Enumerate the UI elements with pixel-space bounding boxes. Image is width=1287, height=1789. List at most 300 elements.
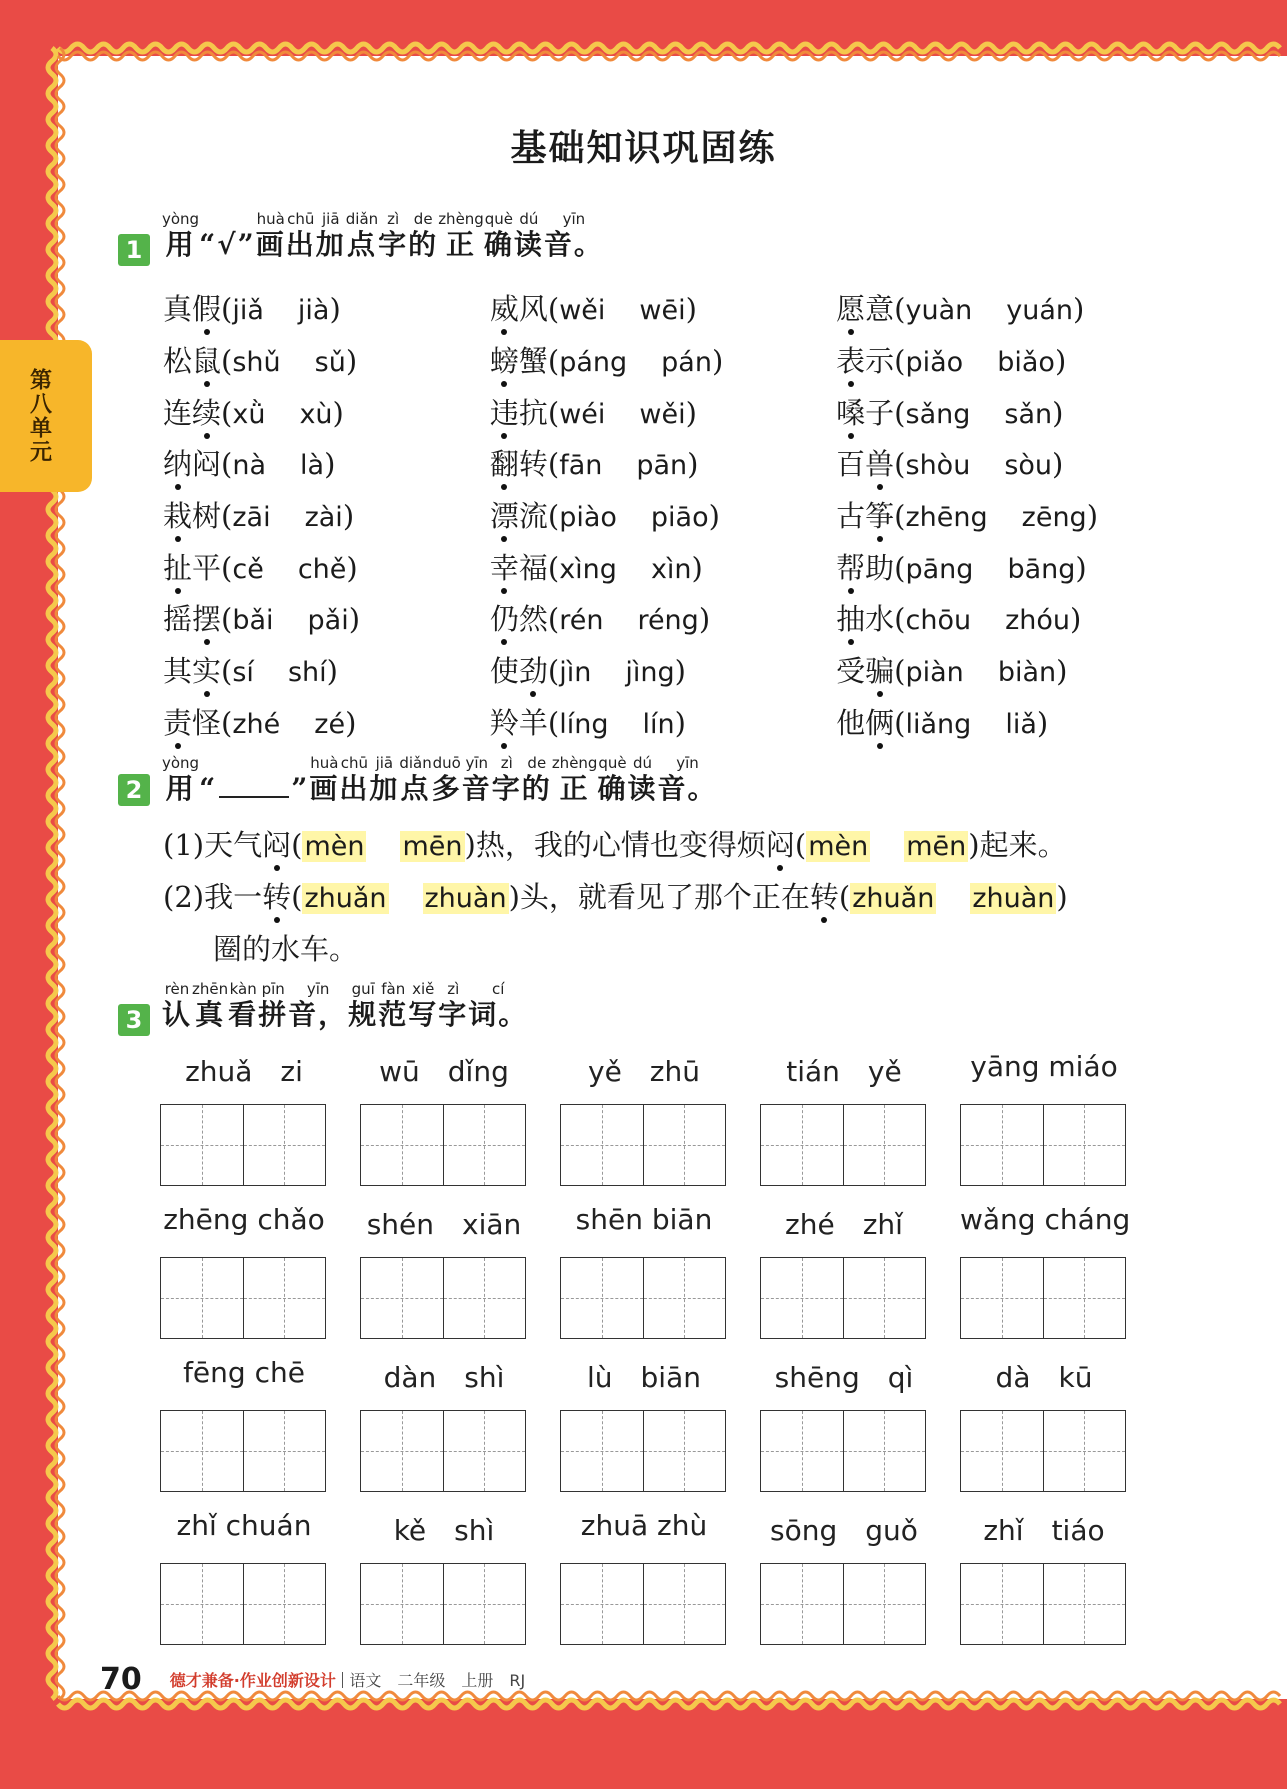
pinyin-option-a[interactable]: zhēng [905, 502, 988, 534]
section-1-instruction-pinyin-9: què [484, 210, 513, 228]
tianzige-cell[interactable] [643, 1564, 726, 1644]
section-3-number: 3 [118, 1004, 150, 1036]
section-3-instruction-char-1 [192, 980, 228, 1032]
section-1-instruction-char-11 [544, 210, 604, 262]
word-character: 转 [518, 447, 548, 482]
dotted-character: 幸 [490, 546, 519, 587]
section-3-instruction-pinyin-5: guī [351, 980, 375, 998]
sentence-1-dotted-char-1: 闷 [262, 823, 291, 864]
writing-item [160, 1509, 360, 1662]
word-character: 他 [836, 705, 866, 740]
pinyin-option-b[interactable]: biǎo [997, 347, 1055, 379]
section-1-instruction-char-2 [256, 210, 286, 262]
section-2-instruction-pinyin-14: dú [632, 754, 652, 772]
section-2-instruction-pinyin-13: què [598, 754, 627, 772]
word-row [163, 489, 1163, 541]
pinyin-prompt: dàn shì [383, 1361, 505, 1394]
pinyin-option-b[interactable]: xìn [650, 553, 692, 585]
pinyin-option-b[interactable]: sǔ [314, 347, 346, 379]
word-row [163, 592, 1163, 644]
word-character: 古 [836, 499, 866, 534]
tianzige-cell[interactable] [243, 1564, 326, 1644]
page-title: 基础知识巩固练 [510, 128, 777, 169]
tianzige-writing-box[interactable] [360, 1563, 526, 1645]
pinyin-prompt: fēng chē [183, 1356, 305, 1389]
section-2-instruction-hanzi-12: 正 [559, 772, 590, 805]
word-character: 子 [865, 395, 895, 430]
pinyin-option-b[interactable]: zēng [1021, 502, 1087, 534]
section-2-instruction-hanzi-9: 音 [461, 772, 492, 805]
pinyin-option-b[interactable]: chě [297, 553, 347, 585]
tianzige-cell[interactable] [161, 1411, 243, 1491]
pinyin-prompt: zhǐ chuán [176, 1509, 312, 1542]
word-choice-item: 受骗(piàn biàn) [836, 649, 1163, 690]
pinyin-option-a[interactable]: wěi [559, 295, 606, 327]
section-2-instruction-hanzi-7: 点 [400, 772, 431, 805]
dotted-character: 续 [192, 391, 221, 432]
tianzige-cell[interactable] [1043, 1411, 1126, 1491]
sentence-1: (1)天气闷(mèn mēn)热，我的心情也变得烦闷(mèn mēn)起来。 [163, 823, 1067, 864]
tianzige-cell[interactable] [443, 1105, 526, 1185]
section-3-instruction-char-7 [408, 980, 438, 1032]
section-3-instruction-hanzi-7: 写 [408, 998, 439, 1031]
section-2-instruction-char-13 [597, 754, 627, 806]
tianzige-cell[interactable] [361, 1105, 443, 1185]
tianzige-cell[interactable] [561, 1564, 643, 1644]
pinyin-prompt: zhuǎ zi [185, 1055, 303, 1088]
dotted-character: 表 [836, 339, 865, 380]
section-2-instruction-char-4 [309, 754, 339, 806]
pinyin-option-b[interactable]: pān [636, 450, 688, 482]
tianzige-cell[interactable] [1043, 1105, 1126, 1185]
section-2-instruction-pinyin-9: yīn [465, 754, 489, 772]
pinyin-option-b[interactable]: liǎ [1005, 708, 1037, 740]
section-2-instruction-hanzi-6: 加 [369, 772, 400, 805]
tianzige-cell[interactable] [161, 1564, 243, 1644]
section-2-instruction-hanzi-10: 字 [491, 772, 522, 805]
section-1-instruction-pinyin-7: de [413, 210, 433, 228]
section-1-instruction-char-7 [408, 210, 438, 262]
pinyin-option-a[interactable]: shòu [905, 450, 971, 482]
section-1-instruction-hanzi-2: 画 [255, 228, 286, 261]
word-row [163, 437, 1163, 489]
section-3-instruction-hanzi-8: 字 [438, 998, 469, 1031]
section-3-instruction-hanzi-3: 拼 [258, 998, 289, 1031]
word-choice-item: 帮助(pāng bāng) [836, 546, 1163, 587]
tianzige-writing-box[interactable] [360, 1410, 526, 1492]
tianzige-cell[interactable] [161, 1258, 243, 1338]
pinyin-option-b[interactable]: sǎn [1004, 398, 1053, 430]
pinyin-option-a[interactable]: shǔ [232, 347, 281, 379]
tianzige-writing-box[interactable] [960, 1563, 1126, 1645]
tianzige-cell[interactable] [1043, 1258, 1126, 1338]
tianzige-cell[interactable] [361, 1258, 443, 1338]
section-3-instruction-hanzi-4: 音， [288, 998, 349, 1031]
word-choice-item: 表示(piǎo biǎo) [836, 339, 1163, 380]
section-3-instruction-hanzi-0: 认 [162, 998, 193, 1031]
sentence-2-part-a: (2)我一 [163, 880, 263, 914]
tianzige-cell[interactable] [961, 1105, 1043, 1185]
tianzige-cell[interactable] [443, 1564, 526, 1644]
word-character: 百 [836, 447, 866, 482]
tianzige-cell[interactable] [361, 1564, 443, 1644]
section-1-instruction-hanzi-4: 加 [315, 228, 346, 261]
tianzige-writing-box[interactable] [360, 1104, 526, 1186]
section-2-instruction-hanzi-3: ” [291, 772, 310, 805]
section-2-instruction-pinyin-10: zì [500, 754, 513, 772]
section-1-instruction-hanzi-6: 字 [378, 228, 409, 261]
tianzige-cell[interactable] [561, 1105, 643, 1185]
word-character: 羊 [518, 705, 548, 740]
section-2-instruction-hanzi-5: 出 [339, 772, 370, 805]
tianzige-writing-box[interactable] [960, 1410, 1126, 1492]
sentence-1-option-4[interactable]: mēn [906, 831, 967, 862]
tianzige-cell[interactable] [643, 1105, 726, 1185]
writing-row [160, 1509, 1160, 1662]
pinyin-option-a[interactable]: wéi [559, 398, 606, 430]
section-3-instruction-pinyin-1: zhēn [192, 980, 229, 998]
writing-item [560, 1509, 760, 1662]
section-3-instruction-pinyin-0: rèn [164, 980, 190, 998]
pinyin-option-a[interactable]: sǎng [905, 398, 971, 430]
pinyin-option-b[interactable]: yuán [1006, 295, 1073, 327]
tianzige-writing-box[interactable] [560, 1410, 726, 1492]
pinyin-option-a[interactable]: liǎng [905, 708, 972, 740]
pinyin-option-b[interactable]: pán [661, 347, 712, 379]
pinyin-option-a[interactable]: rén [559, 605, 604, 637]
sentence-1-part-b: 热，我的心情也变得烦 [475, 828, 766, 862]
tianzige-cell[interactable] [1043, 1564, 1126, 1644]
pinyin-option-a[interactable]: jìn [559, 657, 592, 689]
word-choice-item: 他俩(liǎng liǎ) [836, 701, 1163, 742]
tianzige-cell[interactable] [561, 1258, 643, 1338]
pinyin-option-a[interactable]: xìng [559, 553, 617, 585]
section-3-instruction-char-9 [468, 980, 528, 1032]
section-3-instruction-hanzi-9: 词。 [468, 998, 529, 1031]
section-2-instruction-char-12 [552, 754, 598, 806]
section-2-instruction-char-7 [399, 754, 431, 806]
section-3-instruction-char-6 [378, 980, 408, 1032]
tianzige-cell[interactable] [761, 1258, 843, 1338]
word-choice-item: 连续(xǜ xù) [163, 391, 490, 432]
word-character: 其 [163, 654, 193, 689]
section-2-instruction-char-9 [462, 754, 492, 806]
section-3-instruction-char-0 [162, 980, 192, 1032]
tianzige-cell[interactable] [643, 1411, 726, 1491]
section-1-instruction-char-1 [199, 210, 256, 262]
section-3-instruction [162, 980, 528, 1032]
sentence-1-part-a: (1)天气 [163, 828, 263, 862]
section-2-instruction-char-3 [291, 754, 309, 806]
sentence-2-option-1[interactable]: zhuǎn [304, 883, 387, 914]
word-row [163, 644, 1163, 696]
section-2-instruction-pinyin-15: yīn [676, 754, 699, 772]
section-1-instruction-hanzi-8: 正 [446, 228, 477, 261]
section-3-instruction-char-3 [258, 980, 288, 1032]
word-choice-item: 幸福(xìng xìn) [490, 546, 836, 587]
pinyin-option-a[interactable]: líng [559, 708, 609, 740]
pinyin-option-b[interactable]: là [300, 450, 325, 482]
section-1-instruction-pinyin-2: huà [256, 210, 285, 228]
sentence-2-option-4[interactable]: zhuàn [972, 883, 1055, 914]
pinyin-option-b[interactable]: zài [304, 502, 343, 534]
tianzige-writing-box[interactable] [360, 1257, 526, 1339]
pinyin-prompt: zhēng chǎo [163, 1203, 325, 1236]
pinyin-prompt: zhǐ tiáo [983, 1514, 1105, 1547]
section-1-instruction-hanzi-5: 点 [346, 228, 377, 261]
writing-item [960, 1356, 1160, 1509]
sentence-2-option-2[interactable]: zhuàn [424, 883, 507, 914]
pinyin-prompt: wū dǐng [379, 1055, 509, 1088]
tianzige-cell[interactable] [561, 1411, 643, 1491]
section-2-instruction-char-2 [217, 750, 291, 806]
section-3-instruction-pinyin-3: pīn [261, 980, 285, 998]
pinyin-option-a[interactable]: chōu [905, 605, 972, 637]
sentence-1-option-2[interactable]: mēn [402, 831, 463, 862]
tianzige-cell[interactable] [443, 1411, 526, 1491]
section-1-instruction-pinyin-3: chū [287, 210, 315, 228]
pinyin-prompt: sōng guǒ [770, 1514, 918, 1547]
pinyin-prompt: kě shì [393, 1514, 495, 1547]
sentence-2-continuation: 圈的水车。 [213, 932, 359, 966]
tianzige-cell[interactable] [643, 1258, 726, 1338]
section-3-instruction-char-2 [228, 980, 258, 1032]
section-2-instruction-hanzi-0: 用 [165, 772, 196, 805]
word-row [163, 282, 1163, 334]
dotted-character: 羚 [490, 701, 519, 742]
sentence-2-option-3[interactable]: zhuǎn [852, 883, 935, 914]
pinyin-option-a[interactable]: jiǎ [232, 295, 264, 327]
word-choice-item: 羚羊(líng lín) [490, 701, 836, 742]
pinyin-option-a[interactable]: nà [232, 450, 267, 482]
section-2-instruction-hanzi-4: 画 [309, 772, 340, 805]
word-choice-item: 其实(sí shí) [163, 649, 490, 690]
pinyin-option-b[interactable]: wēi [639, 295, 686, 327]
sentence-2-dotted-char-1: 转 [262, 875, 291, 916]
word-character: 蟹 [518, 344, 548, 379]
word-character: 真 [163, 292, 193, 327]
tianzige-writing-box[interactable] [760, 1563, 926, 1645]
word-choice-item: 栽树(zāi zài) [163, 494, 490, 535]
unit-tab [0, 340, 92, 492]
dotted-character: 劲 [519, 649, 548, 690]
word-choice-item: 责怪(zhé zé) [163, 701, 490, 742]
word-choice-item: 真假(jiǎ jià) [163, 287, 490, 328]
section-1-instruction-pinyin-10: dú [519, 210, 539, 228]
pinyin-option-b[interactable]: zé [314, 708, 346, 740]
word-choice-item: 摇摆(bǎi pǎi) [163, 597, 490, 638]
section-1-instruction-char-0 [162, 210, 199, 262]
pinyin-option-a[interactable]: pāng [905, 553, 974, 585]
tianzige-writing-box[interactable] [560, 1104, 726, 1186]
word-choice-item: 古筝(zhēng zēng) [836, 494, 1163, 535]
tianzige-writing-box[interactable] [960, 1257, 1126, 1339]
section-1-instruction-hanzi-9: 确 [483, 228, 514, 261]
section-2-instruction-char-11 [522, 754, 552, 806]
dotted-character: 嗓 [836, 391, 865, 432]
tianzige-writing-box[interactable] [560, 1563, 726, 1645]
dotted-character: 兽 [865, 442, 894, 483]
tianzige-cell[interactable] [761, 1564, 843, 1644]
section-3-instruction-hanzi-6: 范 [378, 998, 409, 1031]
writing-item [360, 1203, 560, 1356]
section-2-instruction-char-14 [627, 754, 657, 806]
word-choice-item: 纳闷(nà là) [163, 442, 490, 483]
writing-item [960, 1203, 1160, 1356]
word-character: 使 [489, 654, 519, 689]
tianzige-cell[interactable] [161, 1105, 243, 1185]
pinyin-option-a[interactable]: sí [232, 657, 254, 689]
section-2-instruction-pinyin-12: zhèng [551, 754, 598, 772]
section-2-instruction-pinyin-5: chū [340, 754, 368, 772]
pinyin-prompt: dà kū [995, 1361, 1093, 1394]
pinyin-option-a[interactable]: fān [559, 450, 603, 482]
tianzige-writing-box[interactable] [160, 1563, 326, 1645]
dotted-character: 纳 [163, 442, 192, 483]
writing-item [160, 1356, 360, 1509]
tianzige-cell[interactable] [961, 1564, 1043, 1644]
page-number: 70 [100, 1662, 142, 1697]
tianzige-writing-box[interactable] [160, 1104, 326, 1186]
pinyin-option-b[interactable]: piāo [650, 502, 709, 534]
word-choice-item: 百兽(shòu sòu) [836, 442, 1163, 483]
pinyin-option-a[interactable]: zāi [232, 502, 271, 534]
tianzige-cell[interactable] [843, 1258, 926, 1338]
tianzige-cell[interactable] [843, 1105, 926, 1185]
writing-item [960, 1509, 1160, 1662]
pinyin-prompt: shēng qì [774, 1361, 914, 1394]
pinyin-option-a[interactable]: bǎi [232, 605, 274, 637]
section-2-instruction-hanzi-11: 的 [521, 772, 552, 805]
tianzige-cell[interactable] [243, 1411, 326, 1491]
pinyin-prompt: tián yě [786, 1055, 902, 1088]
pinyin-option-b[interactable]: xù [299, 398, 333, 430]
pinyin-option-b[interactable]: biàn [997, 657, 1057, 689]
word-character: 助 [865, 550, 895, 585]
word-character: 福 [518, 550, 548, 585]
tianzige-writing-box[interactable] [760, 1257, 926, 1339]
section-1-instruction-char-10 [514, 210, 544, 262]
tianzige-cell[interactable] [361, 1411, 443, 1491]
dotted-character: 实 [192, 649, 221, 690]
section-2-instruction-char-5 [339, 754, 369, 806]
tianzige-cell[interactable] [961, 1258, 1043, 1338]
section-1-instruction-pinyin-0: yòng [162, 210, 200, 228]
word-character: 风 [518, 292, 548, 327]
pinyin-option-a[interactable]: cě [232, 553, 264, 585]
section-2-instruction-char-1 [199, 754, 217, 806]
dotted-character: 俩 [865, 701, 894, 742]
dotted-character: 漂 [490, 494, 519, 535]
pinyin-option-a[interactable]: xǜ [232, 398, 266, 430]
word-choice-item: 抽水(chōu zhóu) [836, 597, 1163, 638]
pinyin-option-a[interactable]: piào [559, 502, 617, 534]
pinyin-option-a[interactable]: piǎo [905, 347, 964, 379]
word-character: 闷 [192, 447, 222, 482]
word-choice-item: 松鼠(shǔ sǔ) [163, 339, 490, 380]
writing-item [160, 1050, 360, 1203]
word-choice-item: 仍然(rén réng) [490, 597, 836, 638]
word-choice-item: 漂流(piào piāo) [490, 494, 836, 535]
pinyin-option-b[interactable]: réng [637, 605, 699, 637]
pinyin-option-b[interactable]: jià [297, 295, 330, 327]
pinyin-option-b[interactable]: bāng [1007, 553, 1076, 585]
dotted-character: 扯 [163, 546, 192, 587]
word-character: 然 [518, 602, 548, 637]
footer-meta: 语文 二年级 上册 RJ [349, 1671, 526, 1690]
section-2-instruction-char-6 [369, 754, 399, 806]
section-1-instruction-char-5 [346, 210, 378, 262]
tianzige-cell[interactable] [761, 1411, 843, 1491]
section-1-instruction-char-8 [438, 210, 484, 262]
writing-item [360, 1356, 560, 1509]
section-1-instruction-pinyin-6: zì [387, 210, 400, 228]
tianzige-writing-box[interactable] [160, 1257, 326, 1339]
sentence-2-dotted-char-2: 转 [810, 875, 839, 916]
tianzige-writing-box[interactable] [760, 1104, 926, 1186]
pinyin-option-a[interactable]: páng [559, 347, 628, 379]
pinyin-option-b[interactable]: zhóu [1005, 605, 1071, 637]
tianzige-writing-box[interactable] [760, 1410, 926, 1492]
tianzige-cell[interactable] [761, 1105, 843, 1185]
pinyin-option-b[interactable]: jìng [625, 657, 675, 689]
pinyin-option-b[interactable]: shí [287, 657, 327, 689]
writing-item [360, 1509, 560, 1662]
tianzige-cell[interactable] [843, 1564, 926, 1644]
section-3-instruction-pinyin-8: zì [447, 980, 460, 998]
page-footer [100, 1662, 525, 1697]
section-2-instruction-pinyin-8: duō [432, 754, 461, 772]
pinyin-option-a[interactable]: zhé [232, 708, 281, 740]
word-row [163, 696, 1163, 748]
tianzige-cell[interactable] [243, 1258, 326, 1338]
word-character: 连 [163, 395, 193, 430]
writing-row [160, 1356, 1160, 1509]
section-3-instruction-char-4 [288, 980, 348, 1032]
tianzige-cell[interactable] [243, 1105, 326, 1185]
pinyin-option-b[interactable]: sòu [1004, 450, 1053, 482]
tianzige-cell[interactable] [443, 1258, 526, 1338]
tianzige-writing-box[interactable] [560, 1257, 726, 1339]
dotted-character: 筝 [865, 494, 894, 535]
pinyin-prompt: yāng miáo [970, 1050, 1118, 1083]
tianzige-writing-box[interactable] [160, 1410, 326, 1492]
sentence-1-option-3[interactable]: mèn [808, 831, 869, 862]
dotted-character: 栽 [163, 494, 192, 535]
sentence-1-option-1[interactable]: mèn [304, 831, 365, 862]
pinyin-option-b[interactable]: lín [642, 708, 675, 740]
pinyin-option-b[interactable]: pǎi [307, 605, 349, 637]
dotted-character: 摆 [192, 597, 221, 638]
word-row [163, 540, 1163, 592]
writing-item [360, 1050, 560, 1203]
section-3-instruction-pinyin-2: kàn [229, 980, 257, 998]
pinyin-option-b[interactable]: wěi [639, 398, 686, 430]
dotted-character: 鼠 [192, 339, 221, 380]
section-2-instruction [162, 750, 718, 806]
writing-item [760, 1509, 960, 1662]
section-1-instruction-hanzi-0: 用 [165, 228, 196, 261]
tianzige-cell[interactable] [961, 1411, 1043, 1491]
section-3-instruction-pinyin-4: yīn [306, 980, 330, 998]
section-3-instruction-pinyin-7: xiě [412, 980, 435, 998]
tianzige-cell[interactable] [843, 1411, 926, 1491]
pinyin-prompt: wǎng cháng [960, 1203, 1131, 1236]
pinyin-option-a[interactable]: piàn [905, 657, 964, 689]
tianzige-writing-box[interactable] [960, 1104, 1126, 1186]
section-1-instruction [162, 210, 604, 262]
pinyin-option-a[interactable]: yuàn [905, 295, 973, 327]
